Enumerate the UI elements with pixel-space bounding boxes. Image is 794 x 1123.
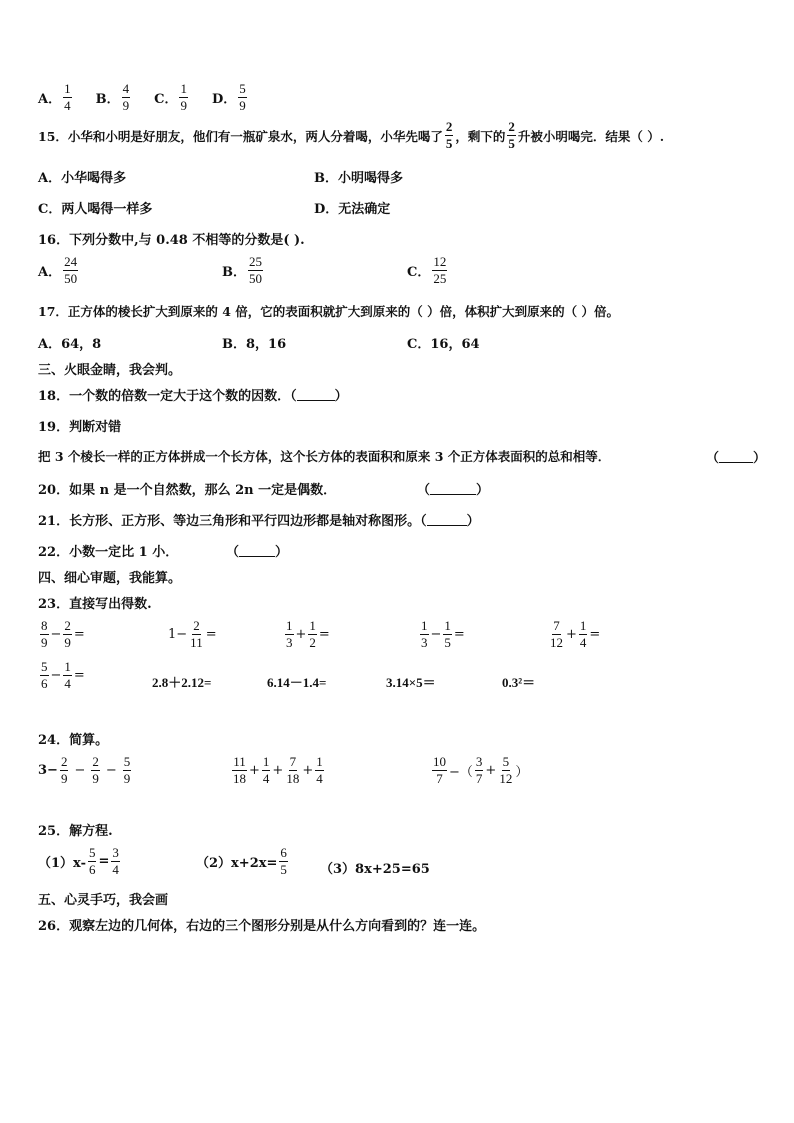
q23-expr-8: 6.14－1.4=	[267, 675, 327, 690]
q15-option-b[interactable]: B．小明喝得多	[314, 171, 403, 186]
q14-option-c-label: C．	[154, 92, 178, 108]
section-4-heading: 四、细心审题，我能算。	[38, 571, 182, 586]
fraction: $\frac{5}{6}$	[88, 845, 96, 878]
q25-equation-2: （2）x+2x= $\frac{6}{5}$	[196, 845, 287, 878]
q24-expr-3: $\frac{10}{7}$ −（ $\frac{3}{7}$ + $\frac{5}{12}$ ）	[433, 754, 529, 787]
q23-expr-1: $\frac{8}{9}$ − $\frac{2}{9}$ =	[41, 618, 85, 651]
q14-option-a-fraction[interactable]: $\frac{1}{4}$	[64, 81, 71, 114]
fraction: $\frac{2}{9}$	[60, 754, 68, 787]
fraction: $\frac{1}{4}$	[262, 754, 270, 787]
q14-option-d-label: D．	[211, 92, 237, 108]
q17-option-a[interactable]: A．64，8	[38, 337, 102, 352]
q15-question: 15．小华和小明是好朋友，他们有一瓶矿泉水，两人分着喝，小华先喝了 $\frac{2}{5}$ ，剩下的 $\frac{2}{5}$ 升被小明喝完．结果（ ）.	[38, 119, 665, 152]
q22-question: 22．小数一定比 1 小．	[38, 545, 179, 560]
q23-expr-2: 1− $\frac{2}{11}$ =	[168, 618, 217, 651]
q15-fraction-2: $\frac{2}{5}$	[508, 119, 515, 152]
q16-option-c[interactable]: C． $\frac{12}{25}$	[407, 254, 447, 287]
section-3-heading: 三、火眼金睛，我会判。	[38, 363, 182, 378]
q23-expr-4: $\frac{1}{3}$ − $\frac{1}{5}$ =	[421, 618, 465, 651]
q18-question: 18．一个数的倍数一定大于这个数的因数．（ ）	[38, 389, 348, 404]
fraction: $\frac{2}{9}$	[64, 618, 71, 651]
fraction: $\frac{5}{6}$	[41, 659, 48, 692]
q23-expr-5: $\frac{7}{12}$ + $\frac{1}{4}$ =	[550, 618, 601, 651]
q19-answer-blank[interactable]	[719, 450, 753, 463]
q23-title: 23．直接写出得数.	[38, 597, 152, 612]
q25-equation-3: （3）8x+25=65	[320, 862, 430, 877]
q16-option-b-fraction: $\frac{25}{50}$	[249, 254, 262, 287]
fraction: $\frac{3}{7}$	[475, 754, 483, 787]
q19-statement: 把 3 个棱长一样的正方体拼成一个长方体，这个长方体的表面积和原来 3 个正方体表面积的总和相等．	[38, 449, 611, 464]
fraction: $\frac{1}{3}$	[286, 618, 293, 651]
q25-equation-1: （1）x- $\frac{5}{6}$ = $\frac{3}{4}$	[38, 845, 119, 878]
q24-title: 24．简算。	[38, 733, 109, 748]
fraction: $\frac{2}{9}$	[92, 754, 99, 787]
q21-answer-blank[interactable]	[427, 513, 467, 526]
fraction: $\frac{8}{9}$	[41, 618, 48, 651]
q16-question: 16．下列分数中,与 0.48 不相等的分数是( ).	[38, 233, 305, 248]
q20-answer-blank[interactable]	[430, 482, 476, 495]
q22-answer: （ ）	[226, 545, 289, 560]
section-5-heading: 五、心灵手巧，我会画	[38, 893, 169, 908]
q16-option-b[interactable]: B． $\frac{25}{50}$	[222, 254, 262, 287]
q17-question: 17．正方体的棱长扩大到原来的 4 倍，它的表面积就扩大到原来的（ ）倍，体积扩大到原来的（ ）倍。	[38, 304, 620, 319]
q14-option-c-fraction[interactable]: $\frac{1}{9}$	[180, 81, 187, 114]
q24-expr-2: $\frac{11}{18}$ + $\frac{1}{4}$ + $\frac{7}{18}$ + $\frac{1}{4}$	[233, 754, 323, 787]
fraction: $\frac{5}{12}$	[499, 754, 513, 787]
q15-fraction-1: $\frac{2}{5}$	[445, 119, 453, 152]
fraction: $\frac{2}{11}$	[190, 618, 203, 651]
fraction: $\frac{1}{4}$	[64, 659, 71, 692]
q22-answer-blank[interactable]	[239, 544, 275, 557]
q26-question: 26．观察左边的几何体，右边的三个图形分别是从什么方向看到的？连一连。	[38, 919, 486, 934]
fraction: $\frac{1}{4}$	[579, 618, 587, 651]
q15-option-a[interactable]: A．小华喝得多	[38, 171, 127, 186]
fraction: $\frac{5}{9}$	[123, 754, 131, 787]
q16-option-a[interactable]: A． $\frac{24}{50}$	[38, 254, 78, 287]
q14-option-a-label: A．	[38, 92, 62, 108]
q23-expr-10: 0.3²＝	[502, 675, 536, 690]
q18-answer-blank[interactable]	[297, 388, 335, 401]
q16-option-c-fraction: $\frac{12}{25}$	[433, 254, 447, 287]
q23-expr-9: 3.14×5＝	[386, 675, 436, 690]
q24-expr-1: 3− $\frac{2}{9}$ − $\frac{2}{9}$ − $\frac{5}{9}$	[38, 754, 131, 787]
fraction: $\frac{1}{3}$	[421, 618, 428, 651]
q16-option-a-fraction: $\frac{24}{50}$	[64, 254, 78, 287]
q23-expr-3: $\frac{1}{3}$ + $\frac{1}{2}$ =	[286, 618, 330, 651]
q19-answer: （ ）	[706, 451, 767, 466]
q14-option-d-fraction[interactable]: $\frac{5}{9}$	[239, 81, 246, 114]
q14-option-b-fraction[interactable]: $\frac{4}{9}$	[122, 81, 130, 114]
q23-expr-6: $\frac{5}{6}$ − $\frac{1}{4}$ =	[41, 659, 85, 692]
q19-title: 19．判断对错	[38, 420, 122, 435]
q20-answer: （ ）	[417, 483, 490, 498]
fraction: $\frac{3}{4}$	[112, 845, 119, 878]
fraction: $\frac{11}{18}$	[233, 754, 246, 787]
fraction: $\frac{1}{4}$	[316, 754, 323, 787]
q17-option-b[interactable]: B．8，16	[222, 337, 287, 352]
q15-option-d[interactable]: D．无法确定	[314, 202, 391, 217]
q17-option-c[interactable]: C．16，64	[407, 337, 480, 352]
q21-question: 21．长方形、正方形、等边三角形和平行四边形都是轴对称图形。（ ）	[38, 514, 480, 529]
q14-option-b-label: B．	[95, 92, 120, 108]
q23-expr-7: 2.8＋2.12=	[152, 675, 212, 690]
fraction: $\frac{6}{5}$	[280, 845, 287, 878]
fraction: $\frac{7}{18}$	[286, 754, 300, 787]
fraction: $\frac{1}{5}$	[444, 618, 451, 651]
q15-option-c[interactable]: C．两人喝得一样多	[38, 202, 153, 217]
q20-question: 20．如果 n 是一个自然数，那么 2n 一定是偶数．	[38, 483, 337, 498]
q14-options	[38, 82, 249, 114]
fraction: $\frac{10}{7}$	[433, 754, 446, 787]
fraction: $\frac{1}{2}$	[309, 618, 316, 651]
fraction: $\frac{7}{12}$	[550, 618, 563, 651]
q25-title: 25．解方程.	[38, 824, 113, 839]
